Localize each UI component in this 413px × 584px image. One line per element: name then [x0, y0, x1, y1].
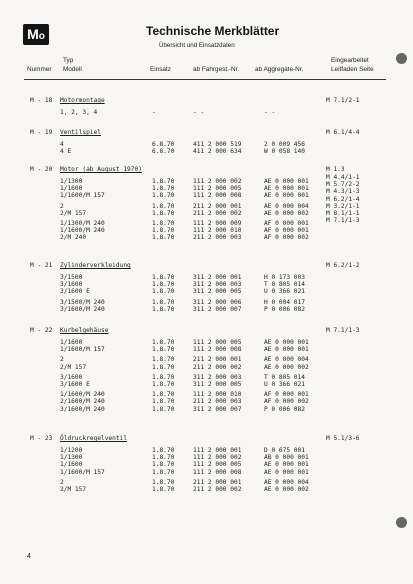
- fahrgest-cell: 111 2 000 008: [193, 192, 242, 200]
- entry-group: [60, 391, 380, 413]
- model-cell: 2: [60, 202, 64, 210]
- table-row: [60, 381, 380, 388]
- entry-group: [60, 447, 380, 476]
- aggregate-cell: U 0 366 021: [264, 380, 305, 388]
- section-reference: M 7.1/1-3: [326, 327, 360, 334]
- fahrgest-cell: 111 2 000 005: [193, 185, 242, 193]
- table-row: [60, 406, 380, 413]
- section-number: M - 22: [30, 327, 53, 334]
- section-block: [30, 96, 380, 116]
- fahrgest-cell: 311 2 000 005: [193, 288, 242, 296]
- model-cell: 1/1300: [60, 178, 83, 185]
- model-cell: 2/M 157: [60, 363, 87, 371]
- table-row: [60, 141, 380, 148]
- aggregate-cell: H 0 004 017: [264, 298, 305, 306]
- section-header: [30, 261, 380, 270]
- einsatz-cell: 1.8.70: [152, 298, 175, 306]
- einsatz-cell: 6.8.70: [152, 148, 175, 156]
- model-cell: 1/1600: [60, 461, 83, 469]
- section-title: Motormontage: [60, 97, 105, 104]
- einsatz-cell: 1.8.70: [152, 288, 175, 296]
- aggregate-cell: AF 0 000 001: [264, 391, 309, 399]
- section-reference: M 1.3: [326, 166, 345, 173]
- model-cell: 1/1300: [60, 454, 83, 462]
- table-row: [60, 479, 380, 486]
- column-header-leitfaden: Leitfaden Seite: [331, 66, 374, 73]
- column-header-einsatz: Einsatz: [150, 66, 171, 73]
- aggregate-cell: W 0 058 140: [264, 148, 305, 156]
- aggregate-cell: P 0 006 082: [264, 405, 305, 413]
- table-row: [60, 210, 380, 217]
- entry-group: [60, 374, 380, 388]
- einsatz-cell: 1.8.70: [152, 178, 175, 185]
- table-row: [60, 109, 380, 116]
- aggregate-cell: T 0 805 014: [264, 281, 305, 289]
- aggregate-cell: AF 0 000 001: [264, 219, 309, 227]
- section-reference: M 6.2/1-4: [326, 195, 360, 203]
- section-reference: M 4.4/1-1: [326, 174, 360, 181]
- entry-group: [60, 203, 380, 217]
- entry-group: [60, 109, 380, 116]
- aggregate-cell: AE 0 000 002: [264, 363, 309, 371]
- aggregate-cell: H 0 173 003: [264, 274, 305, 281]
- model-cell: 4: [60, 141, 64, 148]
- model-cell: 1, 2, 3, 4: [60, 109, 98, 116]
- aggregate-cell: AE 0 000 001: [264, 192, 309, 200]
- table-row: [60, 185, 380, 192]
- einsatz-cell: 6.8.70: [152, 141, 175, 148]
- einsatz-cell: 1.8.70: [152, 468, 175, 476]
- aggregate-cell: AF 0 000 002: [264, 398, 309, 406]
- section-header: [30, 165, 380, 174]
- model-cell: 1/1600/M 240: [60, 227, 105, 235]
- section-number: M - 21: [30, 262, 53, 269]
- model-cell: 3/1600: [60, 281, 83, 289]
- section-block: [30, 128, 380, 155]
- fahrgest-cell: 311 2 000 007: [193, 305, 242, 313]
- einsatz-cell: 1.8.70: [152, 485, 175, 493]
- entry-group: [60, 479, 380, 493]
- model-cell: 3/1600/M 240: [60, 305, 105, 313]
- einsatz-cell: 1.8.70: [152, 219, 175, 227]
- section-reference: M 3.2/1-1: [326, 202, 360, 210]
- model-cell: 3/1500: [60, 274, 83, 281]
- einsatz-cell: 1.8.70: [152, 234, 175, 242]
- aggregate-cell: 2 0 009 456: [264, 141, 305, 148]
- model-cell: 1/1300/M 240: [60, 219, 105, 227]
- model-cell: 1/1600/M 157: [60, 346, 105, 354]
- entry-group: [60, 220, 380, 242]
- section-reference: M 5.7/2-2: [326, 181, 360, 189]
- aggregate-cell: AE 0 000 001: [264, 346, 309, 354]
- table-row: [60, 234, 380, 241]
- section-block: [30, 434, 380, 493]
- model-cell: 2/1600/M 240: [60, 398, 105, 406]
- einsatz-cell: 1.8.70: [152, 346, 175, 354]
- fahrgest-cell: 111 2 000 010: [193, 227, 242, 235]
- page-subtitle: Übersicht und Einsatzdaten: [159, 42, 235, 49]
- punch-hole-top: [396, 53, 407, 64]
- section-block: [30, 326, 380, 413]
- einsatz-cell: 1.8.70: [152, 185, 175, 193]
- entry-group: [60, 299, 380, 313]
- model-cell: 4 E: [60, 148, 72, 156]
- logo-letter: M: [27, 26, 39, 42]
- fahrgest-cell: 311 2 000 003: [193, 373, 242, 381]
- aggregate-cell: AB 0 000 001: [264, 454, 309, 462]
- fahrgest-cell: 211 2 000 002: [193, 485, 242, 493]
- einsatz-cell: 1.8.70: [152, 478, 175, 486]
- table-row: [60, 288, 380, 295]
- table-row: [60, 374, 380, 381]
- einsatz-cell: 1.8.70: [152, 227, 175, 235]
- model-cell: 2: [60, 478, 64, 486]
- model-cell: 3/1500/M 240: [60, 298, 105, 306]
- einsatz-cell: 1.8.70: [152, 209, 175, 217]
- entry-group: [60, 274, 380, 296]
- table-row: [60, 346, 380, 353]
- table-row: [60, 274, 380, 281]
- fahrgest-cell: 111 2 000 005: [193, 339, 242, 346]
- table-row: [60, 306, 380, 313]
- table-row: [60, 299, 380, 306]
- column-header-typ: Typ: [63, 57, 74, 64]
- aggregate-cell: AE 0 000 004: [264, 356, 309, 364]
- fahrgest-cell: 111 2 000 008: [193, 468, 242, 476]
- table-row: [60, 339, 380, 346]
- section-reference: M 6.1/4-4: [326, 129, 360, 136]
- fahrgest-cell: 111 2 000 005: [193, 461, 242, 469]
- table-row: [60, 364, 380, 371]
- entry-group: [60, 339, 380, 353]
- aggregate-cell: AE 0 000 001: [264, 339, 309, 346]
- section-header: [30, 128, 380, 137]
- aggregate-cell: U 0 366 021: [264, 288, 305, 296]
- aggregate-cell: AF 0 000 001: [264, 227, 309, 235]
- section-number: M - 23: [30, 435, 53, 442]
- aggregate-cell: AF 0 000 002: [264, 234, 309, 242]
- model-cell: 3/1600 E: [60, 380, 90, 388]
- einsatz-cell: 1.8.70: [152, 305, 175, 313]
- aggregate-cell: P 0 006 082: [264, 305, 305, 313]
- fahrgest-cell: 311 2 000 007: [193, 405, 242, 413]
- entry-group: [60, 141, 380, 155]
- fahrgest-cell: 211 2 000 003: [193, 398, 242, 406]
- fahrgest-cell: 111 2 000 002: [193, 454, 242, 462]
- model-cell: 1/1600: [60, 339, 83, 346]
- table-row: [60, 227, 380, 234]
- model-cell: 2/M 240: [60, 234, 87, 242]
- fahrgest-cell: 211 2 000 002: [193, 209, 242, 217]
- section-title: Ventilspiel: [60, 129, 101, 136]
- fahrgest-cell: 111 2 000 008: [193, 346, 242, 354]
- table-row: [60, 203, 380, 210]
- logo-letter-small: o: [38, 31, 45, 42]
- punch-hole-bottom: [396, 517, 407, 528]
- section-title: Kurbelgehäuse: [60, 327, 109, 334]
- model-cell: 1/1200: [60, 447, 83, 454]
- column-header-nummer: Nummer: [27, 66, 52, 73]
- model-cell: 3/1600 E: [60, 288, 90, 296]
- section-block: [30, 165, 380, 242]
- model-cell: 1/1600/M 157: [60, 192, 105, 200]
- table-row: [60, 469, 380, 476]
- fahrgest-cell: 211 2 000 003: [193, 234, 242, 242]
- column-header-fahrgest: ab Fahrgest.-Nr.: [193, 66, 240, 73]
- model-cell: 2/M 157: [60, 485, 87, 493]
- aggregate-cell: AE 0 000 001: [264, 185, 309, 193]
- table-row: [60, 398, 380, 405]
- einsatz-cell: 1.8.70: [152, 405, 175, 413]
- einsatz-cell: 1.8.70: [152, 447, 175, 454]
- fahrgest-cell: 111 2 000 010: [193, 391, 242, 399]
- fahrgest-cell: 411 2 000 634: [193, 148, 242, 156]
- einsatz-cell: -: [152, 109, 156, 116]
- section-title: Zylinderverkleidung: [60, 262, 131, 269]
- entry-group: [60, 356, 380, 370]
- section-header: [30, 326, 380, 335]
- einsatz-cell: 1.8.70: [152, 461, 175, 469]
- model-cell: 1/1600/M 240: [60, 391, 105, 399]
- fahrgest-cell: 111 2 000 001: [193, 447, 242, 454]
- fahrgest-cell: 211 2 000 001: [193, 202, 242, 210]
- aggregate-cell: AE 0 000 002: [264, 485, 309, 493]
- column-header-modell: Modell: [63, 66, 82, 73]
- section-number: M - 20: [30, 166, 53, 173]
- fahrgest-cell: 411 2 000 519: [193, 141, 242, 148]
- page-title: Technische Merkblätter: [146, 24, 280, 38]
- fahrgest-cell: 211 2 000 001: [193, 356, 242, 364]
- aggregate-cell: AE 0 000 001: [264, 468, 309, 476]
- section-reference: M 4.3/1-3: [326, 188, 360, 196]
- section-title: Motor (ab August 1970): [60, 166, 142, 173]
- model-cell: 2/M 157: [60, 209, 87, 217]
- fahrgest-cell: 311 2 000 001: [193, 274, 242, 281]
- table-row: [60, 486, 380, 493]
- einsatz-cell: 1.8.70: [152, 281, 175, 289]
- section-reference: M 7.1/2-1: [326, 97, 360, 104]
- section-number: M - 18: [30, 97, 53, 104]
- model-cell: 3/1600/M 240: [60, 405, 105, 413]
- einsatz-cell: 1.8.70: [152, 373, 175, 381]
- table-row: [60, 281, 380, 288]
- model-cell: 1/1600/M 157: [60, 468, 105, 476]
- table-row: [60, 192, 380, 199]
- column-header-eingearbeitet: Eingearbeitet: [331, 57, 369, 64]
- brand-logo: [23, 24, 49, 45]
- table-row: [60, 454, 380, 461]
- section-reference: M 6.2/1-2: [326, 262, 360, 269]
- table-row: [60, 461, 380, 468]
- einsatz-cell: 1.8.70: [152, 380, 175, 388]
- aggregate-cell: AE 0 000 004: [264, 202, 309, 210]
- section-number: M - 19: [30, 129, 53, 136]
- section-header: [30, 96, 380, 105]
- einsatz-cell: 1.8.70: [152, 454, 175, 462]
- section-block: [30, 261, 380, 313]
- einsatz-cell: 1.8.70: [152, 398, 175, 406]
- section-reference: M 5.1/3-6: [326, 435, 360, 442]
- model-cell: 1/1600: [60, 185, 83, 193]
- section-title: Öldruckregelventil: [60, 435, 128, 442]
- aggregate-cell: AE 0 000 002: [264, 209, 309, 217]
- table-row: [60, 148, 380, 155]
- fahrgest-cell: 111 2 000 009: [193, 219, 242, 227]
- aggregate-cell: AE 0 000 001: [264, 178, 309, 185]
- fahrgest-cell: - -: [193, 109, 205, 116]
- section-reference: M 8.1/1-1: [326, 210, 360, 218]
- aggregate-cell: D 0 675 001: [264, 447, 305, 454]
- aggregate-cell: AE 0 000 001: [264, 461, 309, 469]
- einsatz-cell: 1.8.70: [152, 356, 175, 364]
- table-row: [60, 220, 380, 227]
- fahrgest-cell: 311 2 000 003: [193, 281, 242, 289]
- section-header: [30, 434, 380, 443]
- model-cell: 2: [60, 356, 64, 364]
- table-row: [60, 356, 380, 363]
- aggregate-cell: T 0 805 014: [264, 373, 305, 381]
- table-row: [60, 391, 380, 398]
- einsatz-cell: 1.8.70: [152, 363, 175, 371]
- aggregate-cell: - -: [264, 109, 276, 116]
- fahrgest-cell: 311 2 000 005: [193, 380, 242, 388]
- einsatz-cell: 1.8.70: [152, 274, 175, 281]
- fahrgest-cell: 211 2 000 002: [193, 363, 242, 371]
- fahrgest-cell: 211 2 000 001: [193, 478, 242, 486]
- einsatz-cell: 1.8.70: [152, 339, 175, 346]
- page-number: 4: [27, 553, 31, 560]
- fahrgest-cell: 111 2 000 002: [193, 178, 242, 185]
- entry-group: [60, 178, 380, 200]
- section-reference: M 7.1/1-3: [326, 217, 360, 225]
- table-row: [60, 447, 380, 454]
- header-divider: [24, 79, 386, 80]
- fahrgest-cell: 311 2 000 006: [193, 298, 242, 306]
- einsatz-cell: 1.8.70: [152, 202, 175, 210]
- einsatz-cell: 1.8.70: [152, 192, 175, 200]
- column-header-aggregate: ab Aggregate-Nr.: [255, 66, 304, 73]
- table-row: [60, 178, 380, 185]
- model-cell: 3/1600: [60, 373, 83, 381]
- einsatz-cell: 1.8.70: [152, 391, 175, 399]
- aggregate-cell: AE 0 000 004: [264, 478, 309, 486]
